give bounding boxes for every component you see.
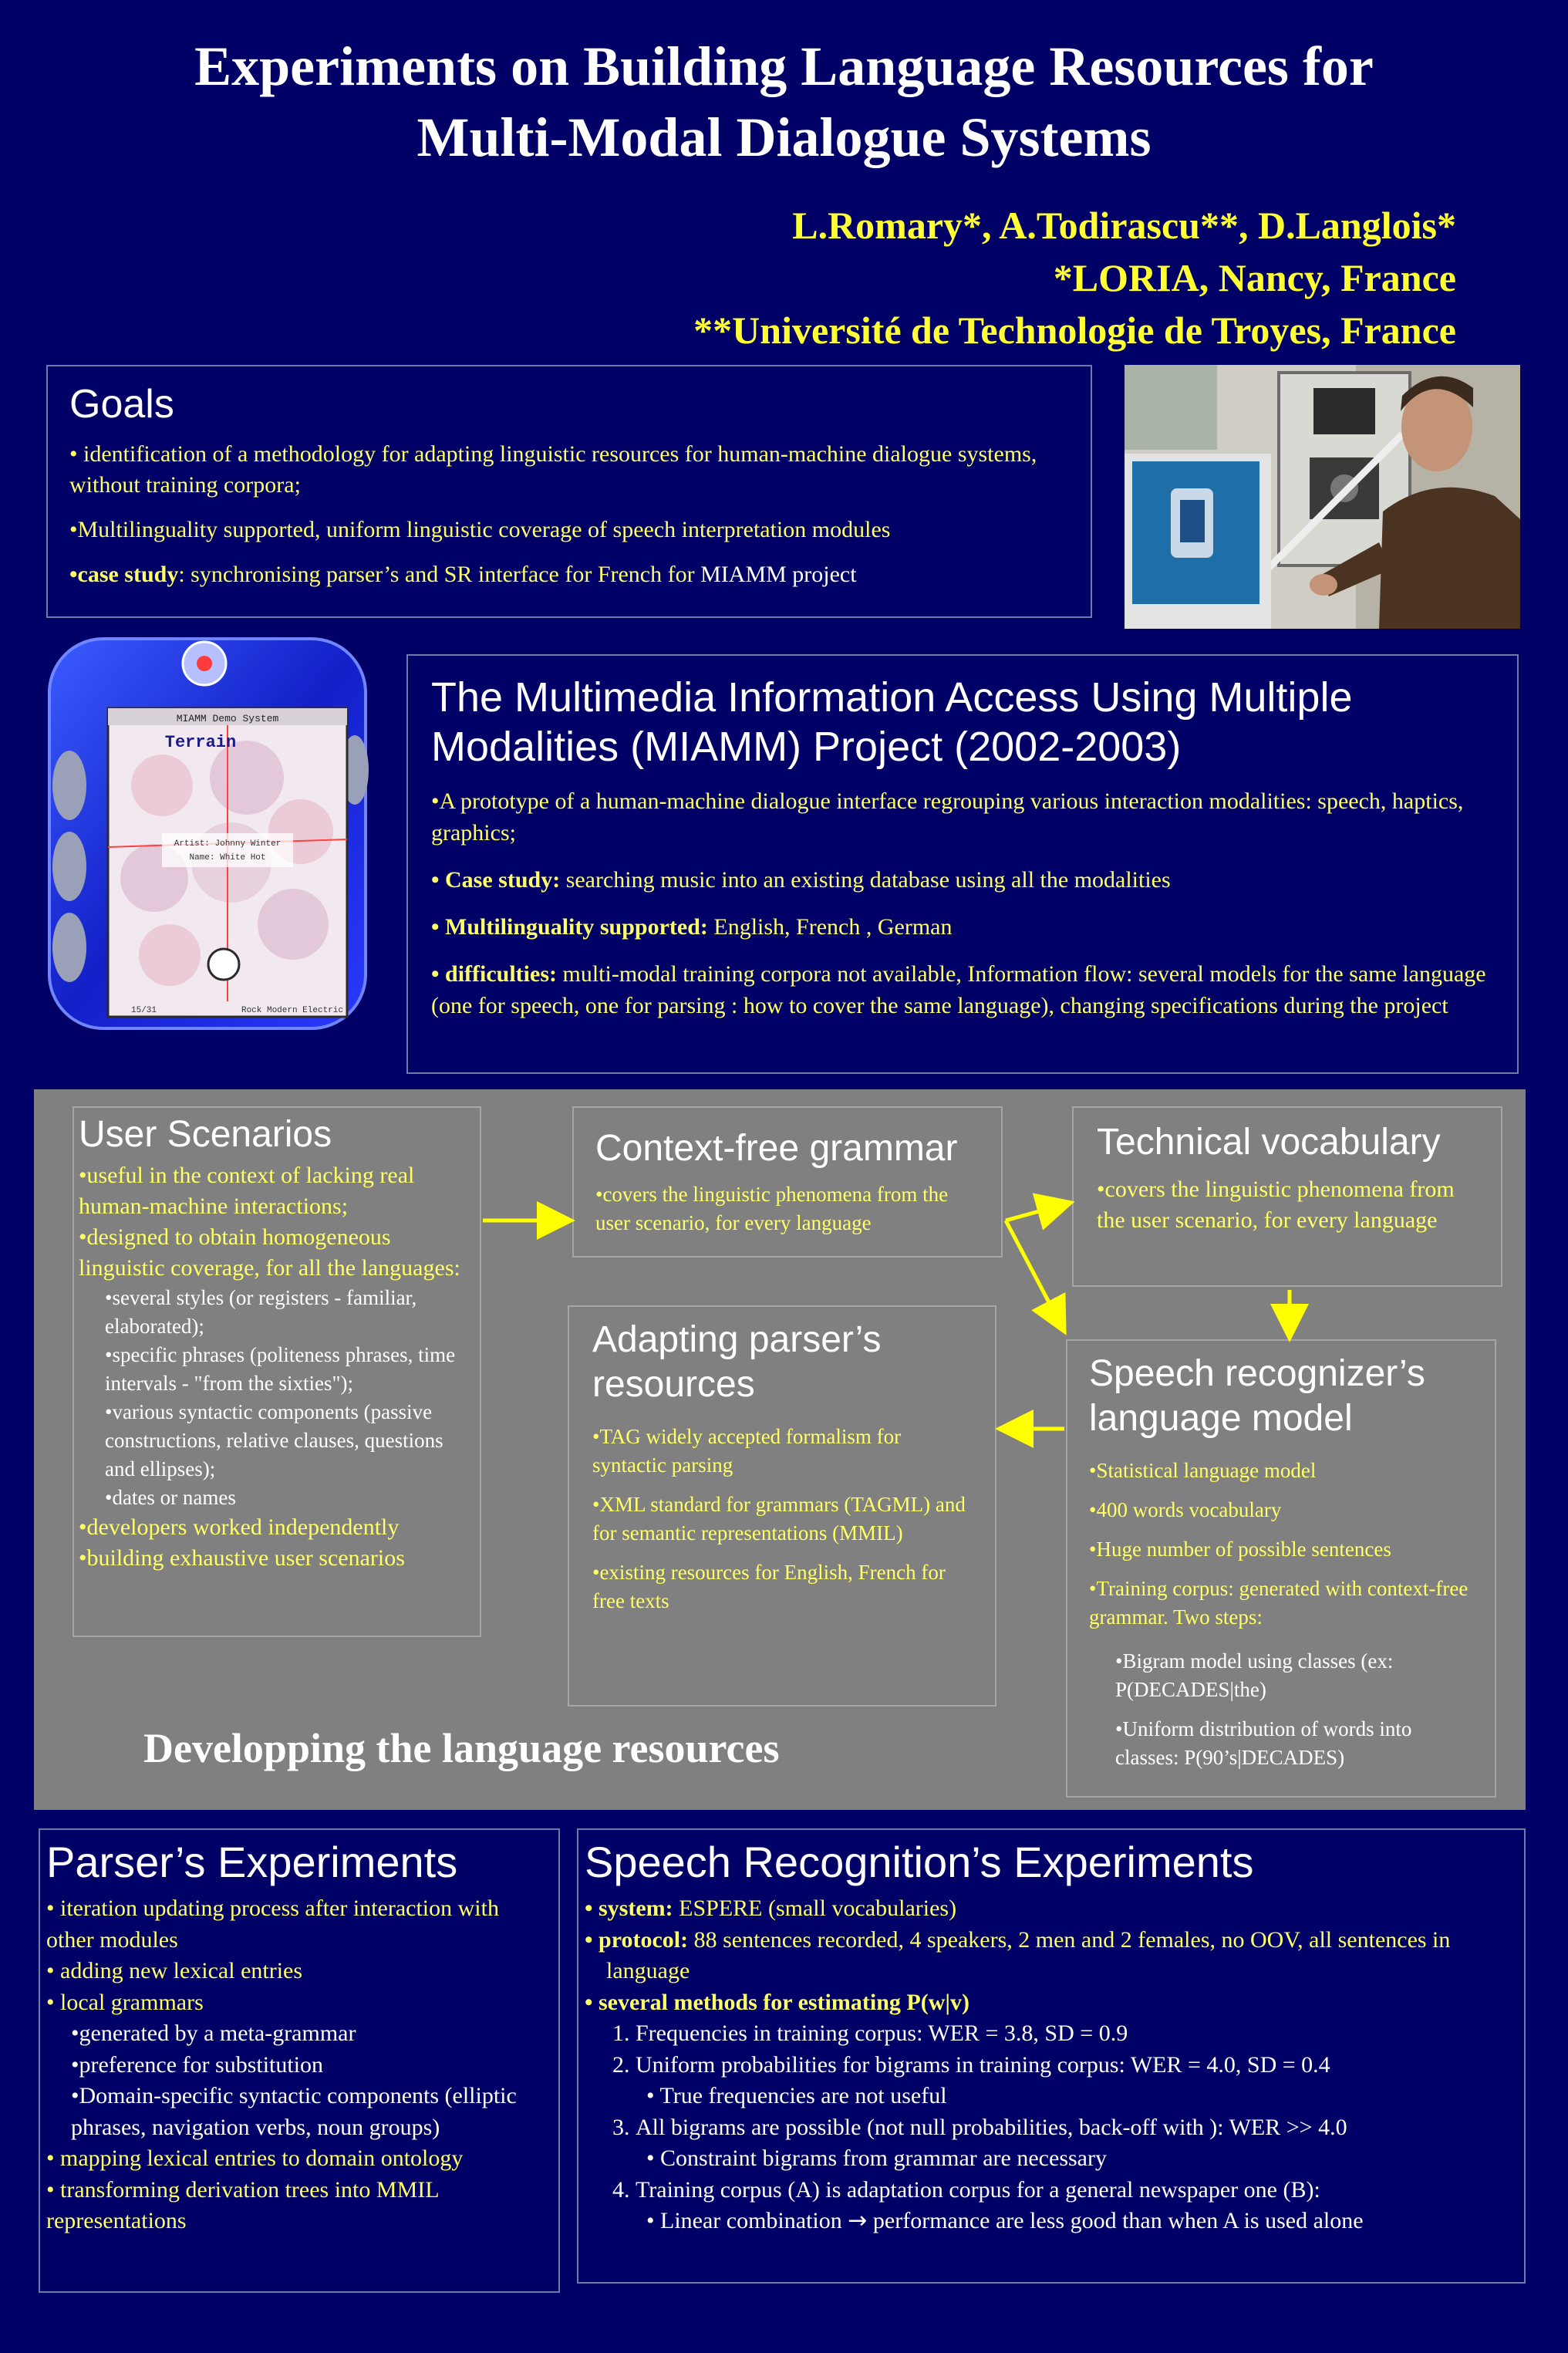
sr-method-training-corpus-note: • Linear combination → performance are less good than when A is used alone	[646, 2207, 1364, 2234]
goals-box	[46, 365, 1092, 618]
parser-item-iteration: • iteration updating process after interaction with other modules	[46, 1896, 499, 1953]
right-arrow-icon: →	[848, 2207, 868, 2234]
user-scenarios-box	[72, 1106, 481, 1637]
scenario-item-lacking: •useful in the context of lacking real human-machine interactions;	[79, 1163, 415, 1219]
tech-vocab-heading: Technical vocabulary	[1097, 1122, 1441, 1163]
miamm-item-difficulties: • difficulties: multi-modal training corpora not available, Information flow: several models for the same language (one for speech, one for parsing : how to cover the same language), changing specifications during the project	[431, 961, 1486, 1018]
photo-illustration	[1125, 365, 1520, 629]
parser-item-mmil: • transforming derivation trees into MMIL representations	[46, 2176, 439, 2233]
scenario-sub-dates: •dates or names	[105, 1486, 236, 1509]
miamm-item-prototype: •A prototype of a human-machine dialogue interface regrouping various interaction modalities: speech, haptics, graphics;	[431, 788, 1464, 846]
goals-heading: Goals	[69, 382, 174, 427]
device-genre: Rock Modern Electric	[241, 1006, 343, 1015]
cfg-text: •covers the linguistic phenomena from the user scenario, for every language	[595, 1183, 949, 1234]
sr-item-protocol: • protocol: 88 sentences recorded, 4 speakers, 2 men and 2 females, no OOV, all sentences in language	[585, 1926, 1451, 1983]
speech-lm-sub-bigram: •Bigram model using classes (ex: P(DECADES|the)	[1115, 1649, 1394, 1701]
cfg-box	[572, 1106, 1003, 1258]
goals-item-methodology: • identification of a methodology for adapting linguistic resources for human-machine dialogue systems, without training corpora;	[69, 441, 1037, 498]
affiliation-utt: **Université de Technologie de Troyes, France	[693, 309, 1456, 352]
parser-sub-substitution: •preference for substitution	[71, 2051, 324, 2078]
adapting-heading: Adapting parser’s resources	[592, 1319, 882, 1405]
parser-item-ontology: • mapping lexical entries to domain ontology	[46, 2145, 464, 2171]
adapting-item-existing: •existing resources for English, French for free texts	[592, 1561, 946, 1612]
adapting-list	[592, 1423, 972, 1615]
parser-list	[46, 1893, 552, 2237]
device-song-name: Name: White Hot	[189, 853, 266, 863]
scenario-sub-phrases: •specific phrases (politeness phrases, time intervals - "from the sixties");	[105, 1343, 456, 1395]
miamm-heading: The Multimedia Information Access Using Multiple Modalities (MIAMM) Project (2002-2003)	[431, 674, 1353, 770]
scenario-sub-styles: •several styles (or registers - familiar, elaborated);	[105, 1286, 417, 1338]
band-caption: Developping the language resources	[143, 1725, 780, 1771]
device-title-bar: MIAMM Demo System	[176, 713, 279, 724]
speech-lm-item-sentences: •Huge number of possible sentences	[1089, 1538, 1391, 1561]
sr-method-frequencies: 1. Frequencies in training corpus: WER = 3.8, SD = 0.9	[636, 2018, 1518, 2050]
scenario-item-homogeneous: •designed to obtain homogeneous linguistic coverage, for all the languages:	[79, 1224, 460, 1281]
author-names: L.Romary*, A.Todirascu**, D.Langlois*	[792, 204, 1456, 247]
title-line-1: Experiments on Building Language Resources for	[194, 35, 1374, 97]
scenario-sub-syntactic: •various syntactic components (passive constructions, relative clauses, questions and ellipses);	[105, 1400, 443, 1480]
device-terrain-label: Terrain	[164, 733, 237, 752]
parser-sub-domain-specific: •Domain-specific syntactic components (elliptic phrases, navigation verbs, noun groups)	[71, 2083, 517, 2140]
sr-experiments-box	[577, 1828, 1526, 2284]
speech-lm-heading: Speech recognizer’s language model	[1089, 1353, 1425, 1439]
goals-item-case-study: •case study: synchronising parser’s and SR interface for French for MIAMM project	[69, 562, 857, 587]
speech-lm-item-training: •Training corpus: generated with context-free grammar. Two steps:	[1089, 1577, 1469, 1629]
goals-list	[69, 439, 1069, 590]
poster-title	[0, 31, 1568, 173]
adapting-item-xml: •XML standard for grammars (TAGML) and for semantic representations (MMIL)	[592, 1493, 966, 1544]
sr-list	[585, 1893, 1518, 2237]
adapting-item-tag: •TAG widely accepted formalism for syntactic parsing	[592, 1425, 902, 1477]
sr-methods-list	[585, 2018, 1518, 2237]
speech-lm-item-statistical: •Statistical language model	[1089, 1459, 1317, 1482]
sr-method-training-corpus: 4. Training corpus (A) is adaptation corpus for a general newspaper one (B): • Linear combination → performance are less good than when A is used alone	[636, 2175, 1518, 2237]
sr-heading: Speech Recognition’s Experiments	[585, 1838, 1254, 1886]
tech-vocab-text: •covers the linguistic phenomena from the user scenario, for every language	[1097, 1176, 1455, 1233]
device-page-counter: 15/31	[131, 1006, 157, 1015]
sr-item-methods: • several methods for estimating P(w|v)	[585, 1989, 969, 2015]
miamm-item-case-study: • Case study: searching music into an existing database using all the modalities	[431, 867, 1171, 893]
miamm-project-box	[406, 654, 1519, 1074]
speech-lm-box	[1066, 1339, 1496, 1798]
miamm-list	[431, 785, 1494, 1021]
cfg-heading: Context-free grammar	[595, 1128, 958, 1169]
miamm-item-multilinguality: • Multilinguality supported: English, French , German	[431, 914, 953, 940]
goals-item-multilinguality: •Multilinguality supported, uniform linguistic coverage of speech interpretation modules	[69, 517, 891, 542]
sr-method-uniform: 2. Uniform probabilities for bigrams in training corpus: WER = 4.0, SD = 0.4 • True frequencies are not useful	[636, 2050, 1518, 2112]
speech-lm-sub-uniform: •Uniform distribution of words into classes: P(90’s|DECADES)	[1115, 1717, 1412, 1769]
sr-method-uniform-note: • True frequencies are not useful	[646, 2083, 947, 2108]
user-scenarios-heading: User Scenarios	[79, 1114, 332, 1155]
miamm-device-image	[46, 631, 370, 1032]
sr-item-system: • system: ESPERE (small vocabularies)	[585, 1896, 957, 1921]
tech-vocab-box	[1072, 1106, 1502, 1287]
parser-item-local-grammars: • local grammars	[46, 1989, 204, 2015]
handheld-device-illustration	[46, 631, 370, 1032]
adapting-parser-box	[568, 1305, 996, 1707]
authors-block	[693, 199, 1456, 356]
scenario-item-developers: •developers worked independently	[79, 1514, 400, 1540]
parser-experiments-box	[39, 1828, 560, 2293]
device-artist: Artist: Johnny Winter	[174, 839, 282, 849]
parser-item-lexical: • adding new lexical entries	[46, 1958, 303, 1983]
parser-sub-meta-grammar: •generated by a meta-grammar	[71, 2020, 356, 2046]
speech-lm-list	[1089, 1457, 1473, 1772]
affiliation-loria: *LORIA, Nancy, France	[1053, 256, 1456, 299]
sr-method-all-bigrams: 3. All bigrams are possible (not null probabilities, back-off with ): WER >> 4.0 • Constraint bigrams from grammar are necessary	[636, 2112, 1518, 2175]
title-line-2: Multi-Modal Dialogue Systems	[416, 106, 1152, 168]
researcher-photo	[1125, 365, 1520, 629]
sr-method-all-bigrams-note: • Constraint bigrams from grammar are necessary	[646, 2145, 1107, 2171]
user-scenarios-list	[79, 1160, 475, 1574]
scenario-item-exhaustive: •building exhaustive user scenarios	[79, 1545, 405, 1571]
parser-heading: Parser’s Experiments	[46, 1838, 458, 1886]
speech-lm-item-vocabulary: •400 words vocabulary	[1089, 1498, 1282, 1521]
